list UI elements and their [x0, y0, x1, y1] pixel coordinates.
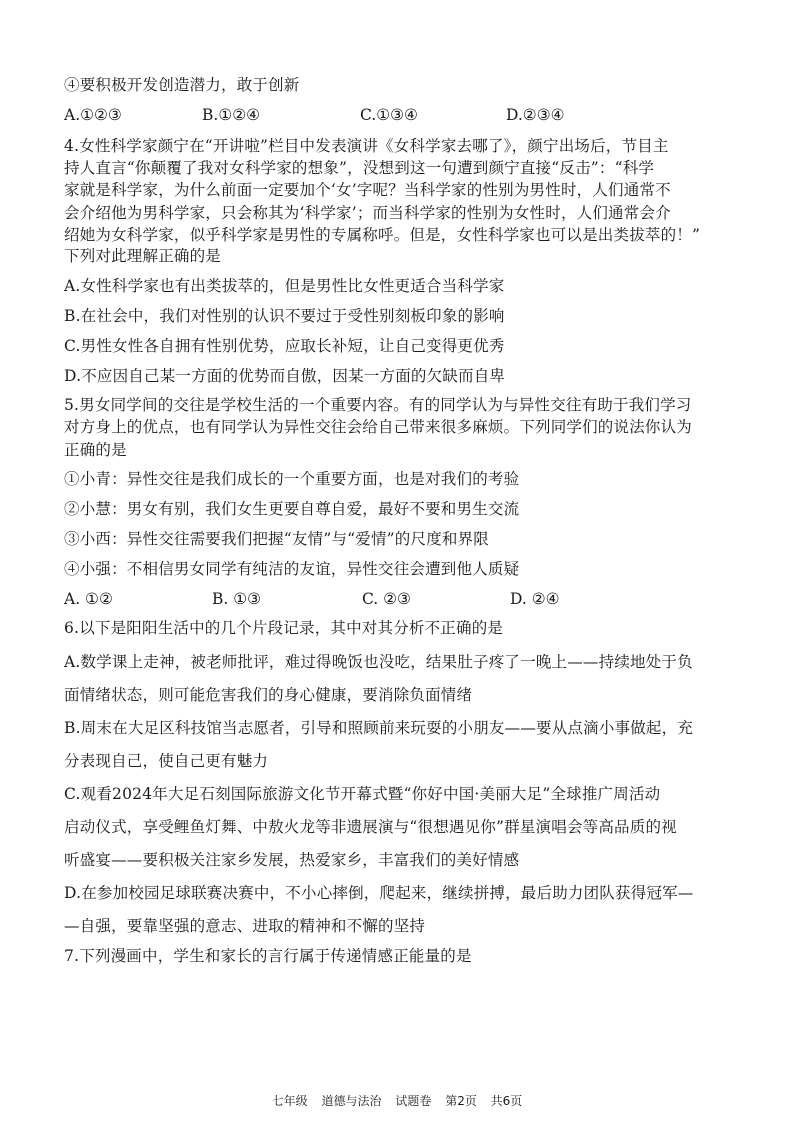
page-footer: [0, 1093, 794, 1109]
q6-option-d-line2: —自强，要靠坚强的意志、进取的精神和不懈的坚持: [64, 917, 426, 935]
q4-stem-line: 会介绍他为男科学家，只会称其为‘科学家’；而当科学家的性别为女性时，人们通常会介: [64, 204, 671, 222]
q5-item-4: ④小强：不相信男女同学有纯洁的友谊，异性交往会遭到他人质疑: [64, 560, 520, 578]
q5-stem-line: 正确的是: [64, 441, 127, 459]
q4-option-c: C.男性女性各自拥有性别优势，应取长补短，让自己变得更优秀: [64, 337, 505, 355]
q5-option-b: B. ①③: [212, 590, 262, 608]
footer-page: 第2页: [445, 1094, 477, 1108]
q5-item-3: ③小西：异性交往需要我们把握“友情”与“爱情”的尺度和界限: [64, 530, 489, 548]
q3-item-4: ④要积极开发创造潜力，敢于创新: [64, 76, 300, 94]
q4-stem-line: 下列对此理解正确的是: [64, 247, 222, 265]
q4-stem-line: 家就是科学家，为什么前面一定要加个‘女’字呢？当科学家的性别为男性时，人们通常不: [64, 181, 671, 199]
q5-option-c: C. ②③: [362, 590, 411, 608]
q6-option-c-line2: 启动仪式，享受鲤鱼灯舞、中敖火龙等非遗展演与“很想遇见你”群星演唱会等高品质的视: [64, 818, 677, 836]
footer-total: 共6页: [490, 1094, 523, 1108]
q5-stem-line: 5.男女同学间的交往是学校生活的一个重要内容。有的同学认为与异性交往有助于我们学习: [64, 396, 692, 414]
q6-option-d-line1: D.在参加校园足球联赛决赛中，不小心摔倒，爬起来，继续拼搏，最后助力团队获得冠军—: [64, 884, 694, 902]
q5-item-2: ②小慧：男女有别，我们女生更要自尊自爱，最好不要和男生交流: [64, 500, 520, 518]
q4-stem-line: 绍她为女科学家，似乎科学家是男性的专属称呼。但是，女性科学家也可以是出类拔萃的！”: [64, 226, 701, 244]
q4-option-b: B.在社会中，我们对性别的认识不要过于受性别刻板印象的影响: [64, 307, 505, 325]
footer-grade: 七年级: [271, 1094, 308, 1108]
q4-option-a: A.女性科学家也有出类拔萃的，但是男性比女性更适合当科学家: [64, 277, 505, 295]
q6-option-a-line2: 面情绪状态，则可能危害我们的身心健康，要消除负面情绪: [64, 686, 473, 704]
q6-stem: 6.以下是阳阳生活中的几个片段记录，其中对其分析不正确的是: [64, 619, 504, 637]
q6-option-c-line3: 听盛宴——要积极关注家乡发展，热爱家乡，丰富我们的美好情感: [64, 851, 520, 869]
q4-option-d: D.不应因自己某一方面的优势而自傲，因某一方面的欠缺而自卑: [64, 367, 506, 385]
q3-option-a: A.①②③: [64, 106, 122, 124]
q6-option-c-line1: C.观看2024年大足石刻国际旅游文化节开幕式暨“你好中国·美丽大足”全球推广周活动: [64, 785, 661, 803]
footer-subject: 道德与法治: [321, 1094, 382, 1108]
q3-option-b: B.①②④: [202, 106, 261, 124]
q4-stem-line: 持人直言“你颠覆了我对女科学家的想象”，没想到这一句遭到颜宁直接“反击”：“科学: [64, 159, 655, 177]
q7-stem: 7.下列漫画中，学生和家长的言行属于传递情感正能量的是: [64, 947, 472, 965]
q6-option-b-line2: 分表现自己，使自己更有魅力: [64, 752, 269, 770]
q4-stem-line: 4.女性科学家颜宁在“开讲啦”栏目中发表演讲《女科学家去哪了》，颜宁出场后，节目主: [64, 137, 669, 155]
q5-option-d: D. ②④: [510, 590, 560, 608]
q6-option-a-line1: A.数学课上走神，被老师批评，难过得晚饭也没吃，结果肚子疼了一晚上——持续地处于负: [64, 653, 693, 671]
footer-paper: 试题卷: [395, 1094, 432, 1108]
q5-stem-line: 对方身上的优点，也有同学认为异性交往会给自己带来很多麻烦。下列同学们的说法你认为: [64, 418, 693, 436]
q5-item-1: ①小青：异性交往是我们成长的一个重要方面，也是对我们的考验: [64, 470, 520, 488]
q3-option-c: C.①③④: [360, 106, 418, 124]
q6-option-b-line1: B.周末在大足区科技馆当志愿者，引导和照顾前来玩耍的小朋友——要从点滴小事做起，充: [64, 719, 694, 737]
q3-option-d: D.②③④: [506, 106, 565, 124]
q5-option-a: A. ①②: [64, 590, 113, 608]
